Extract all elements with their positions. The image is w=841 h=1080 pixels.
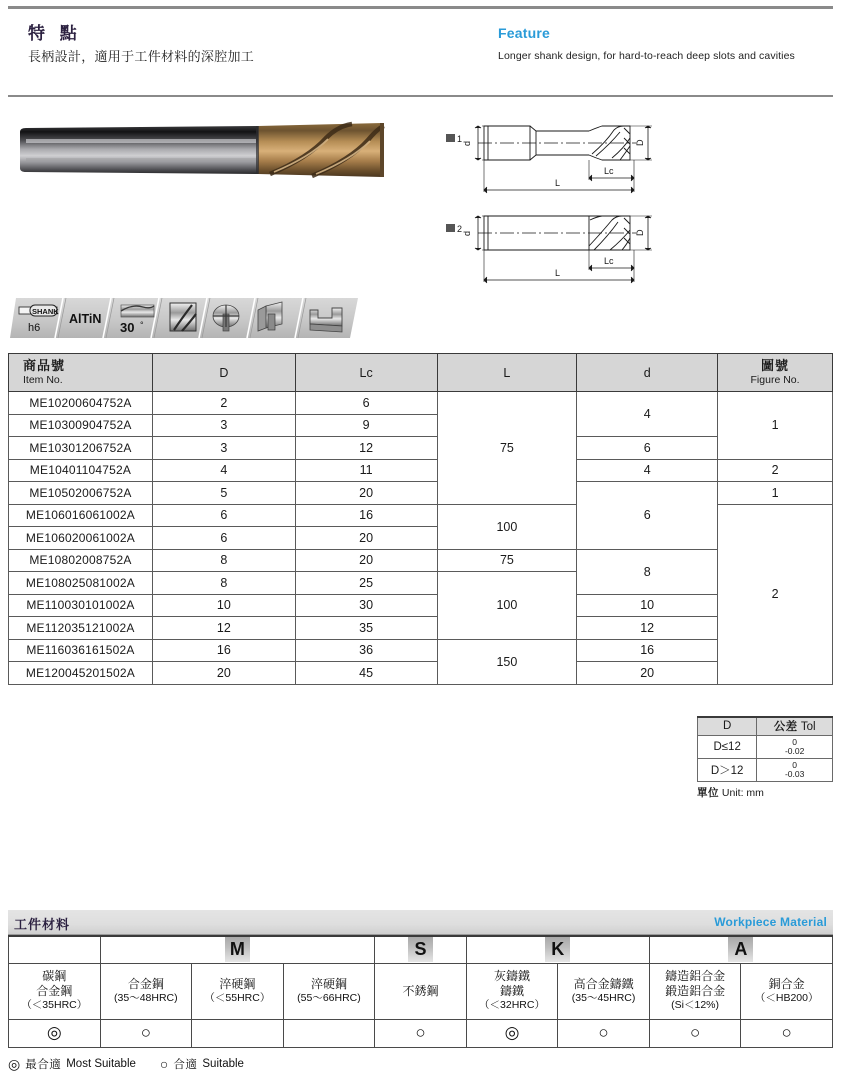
suitable-icon: ○ — [415, 1022, 426, 1042]
fig1-dim-L: L — [555, 178, 561, 188]
svg-text:AlTiN: AlTiN — [69, 312, 102, 326]
suitable-icon: ○ — [781, 1022, 792, 1042]
cell-item-no: ME10301206752A — [9, 437, 153, 460]
workpiece-suitability-mark — [375, 1019, 467, 1047]
suitable-icon: ○ — [689, 1022, 701, 1042]
workpiece-material-name — [649, 963, 741, 1019]
workpiece-material-name — [558, 963, 650, 1019]
tolerance-unit-cn: 單位 — [697, 786, 719, 799]
cell-L: 75 — [437, 549, 577, 572]
fig2-dim-L: L — [555, 268, 561, 278]
cell-D: 6 — [152, 504, 295, 527]
legend-most-suitable-icon: ◎ — [8, 1055, 21, 1072]
workpiece-category-K — [466, 936, 649, 963]
svg-text:°: ° — [140, 320, 144, 330]
cell-item-no: ME10401104752A — [9, 459, 153, 482]
cell-Lc: 25 — [295, 572, 437, 595]
cell-D: 3 — [152, 437, 295, 460]
cell-item-no: ME10502006752A — [9, 482, 153, 505]
col-header-L: L — [437, 354, 577, 392]
cell-D: 20 — [152, 662, 295, 685]
cell-Lc: 11 — [295, 459, 437, 482]
cell-d-shank: 8 — [577, 549, 718, 594]
spec-table-row — [9, 482, 833, 505]
workpiece-suitability-mark — [649, 1019, 741, 1047]
material-name-line: (35～48HRC) — [114, 991, 178, 1004]
category-letter-badge: S — [408, 937, 433, 962]
workpiece-category-A — [649, 936, 832, 963]
cell-item-no: ME10802008752A — [9, 549, 153, 572]
spec-table-row — [9, 392, 833, 415]
tolerance-col-header-tol — [757, 717, 833, 735]
legend-most-suitable-cn: 最合適 — [25, 1059, 62, 1071]
feature-title-cn: 特 點 — [28, 24, 82, 43]
tolerance-lower: -0.02 — [784, 745, 805, 756]
suitable-icon: ○ — [140, 1022, 151, 1042]
col-header-figure-no-en: Figure No. — [750, 373, 800, 386]
cell-item-no: ME112035121002A — [9, 617, 153, 640]
cell-Lc: 45 — [295, 662, 437, 685]
workpiece-suitability-row — [9, 1019, 833, 1047]
figure-1-drawing — [444, 108, 834, 196]
most-suitable-icon: ◎ — [46, 1022, 62, 1042]
cell-figure-no: 2 — [718, 504, 833, 684]
workpiece-material-table — [8, 935, 833, 1048]
tolerance-value — [757, 758, 833, 781]
workpiece-material-name — [741, 963, 833, 1019]
cell-d-shank: 12 — [577, 617, 718, 640]
cell-figure-no: 1 — [718, 482, 833, 505]
cell-D: 2 — [152, 392, 295, 415]
workpiece-material-section — [8, 910, 833, 1073]
category-letter-badge: K — [545, 937, 570, 962]
svg-text:SHANK: SHANK — [32, 307, 59, 316]
spec-table-row — [9, 549, 833, 572]
col-header-figure-no-cn: 圖號 — [761, 358, 790, 373]
product-photo-endmill — [12, 110, 392, 190]
cell-D: 3 — [152, 414, 295, 437]
top-divider — [8, 6, 833, 9]
col-header-figure-no — [718, 354, 833, 392]
workpiece-material-name — [375, 963, 467, 1019]
cell-item-no: ME106020061002A — [9, 527, 153, 550]
fig2-dim-D-major: D — [635, 229, 645, 236]
svg-text:h6: h6 — [28, 322, 41, 334]
workpiece-suitability-mark — [100, 1019, 192, 1047]
cell-d-shank: 16 — [577, 639, 718, 662]
workpiece-header-cn: 工件材料 — [14, 917, 71, 932]
feature-icon-strip — [10, 294, 360, 340]
workpiece-header-bar — [8, 910, 833, 935]
legend-suitable-cn: 合適 — [173, 1059, 198, 1071]
material-name-line: 鑄鐵 — [500, 984, 525, 999]
workpiece-category-none — [9, 936, 101, 963]
spec-table-row — [9, 617, 833, 640]
figure-2-drawing — [444, 198, 834, 286]
cell-d-shank: 10 — [577, 594, 718, 617]
col-header-D: D — [152, 354, 295, 392]
cell-D: 12 — [152, 617, 295, 640]
workpiece-suitability-mark — [558, 1019, 650, 1047]
cell-D: 6 — [152, 527, 295, 550]
tolerance-unit-en: Unit: mm — [721, 786, 764, 799]
cell-L: 75 — [437, 392, 577, 505]
workpiece-name-row — [9, 963, 833, 1019]
cell-Lc: 30 — [295, 594, 437, 617]
fig1-dim-Lc: Lc — [604, 166, 614, 176]
cell-D: 10 — [152, 594, 295, 617]
spec-table-header-row — [9, 354, 833, 392]
cell-L: 100 — [437, 572, 577, 640]
material-name-line: 灰鑄鐵 — [494, 969, 531, 984]
cell-item-no: ME120045201502A — [9, 662, 153, 685]
tolerance-upper: 0 — [792, 759, 798, 770]
material-name-line: 淬硬鋼 — [310, 976, 347, 991]
altin-coating-icon — [69, 312, 101, 326]
spec-table-row — [9, 639, 833, 662]
tolerance-col-header-D: D — [698, 717, 757, 735]
tolerance-header-tol-cn: 公差 — [773, 721, 798, 734]
col-header-d: d — [577, 354, 718, 392]
workpiece-legend — [8, 1056, 833, 1073]
most-suitable-icon: ◎ — [504, 1022, 520, 1042]
workpiece-material-name — [100, 963, 192, 1019]
tolerance-row — [698, 735, 833, 758]
suitable-icon: ○ — [598, 1022, 609, 1042]
workpiece-suitability-mark — [466, 1019, 558, 1047]
cell-d-shank: 20 — [577, 662, 718, 685]
tolerance-block — [697, 716, 833, 800]
cell-D: 5 — [152, 482, 295, 505]
material-name-line: 銅合金 — [768, 976, 805, 991]
col-header-Lc: Lc — [295, 354, 437, 392]
category-letter-badge: M — [225, 937, 250, 962]
fig2-dim-d: d — [462, 230, 472, 236]
material-name-line: （＜55HRC） — [204, 991, 271, 1004]
cell-d-shank: 6 — [577, 437, 718, 460]
workpiece-suitability-mark — [741, 1019, 833, 1047]
workpiece-category-row — [9, 936, 833, 963]
material-name-line: 碳鋼 — [42, 969, 67, 984]
workpiece-category-M — [100, 936, 375, 963]
cell-item-no: ME108025081002A — [9, 572, 153, 595]
feature-subtitle-en: Longer shank design, for hard-to-reach deep slots and cavities — [498, 50, 795, 62]
material-name-line: (35～45HRC) — [571, 991, 636, 1004]
tolerance-header-tol-en: Tol — [800, 721, 816, 734]
specification-table — [8, 353, 833, 685]
two-flute-endmill-icon — [170, 303, 196, 331]
spec-table-row — [9, 437, 833, 460]
material-name-line: （＜HB200） — [754, 991, 819, 1004]
material-name-line: （＜32HRC） — [479, 999, 545, 1012]
spec-table-row — [9, 459, 833, 482]
cell-D: 4 — [152, 459, 295, 482]
cell-figure-no: 1 — [718, 392, 833, 460]
material-name-line: 合金鋼 — [127, 976, 164, 991]
cell-Lc: 16 — [295, 504, 437, 527]
cell-Lc: 20 — [295, 549, 437, 572]
cell-Lc: 35 — [295, 617, 437, 640]
col-header-item-no-cn: 商品號 — [23, 358, 66, 373]
fig1-dim-D-major: D — [635, 139, 645, 146]
workpiece-suitability-mark — [9, 1019, 101, 1047]
workpiece-suitability-mark — [283, 1019, 375, 1047]
workpiece-material-name — [466, 963, 558, 1019]
fig2-dim-Lc: Lc — [604, 256, 614, 266]
workpiece-suitability-mark — [192, 1019, 284, 1047]
material-name-line: (Si＜12%) — [671, 999, 720, 1012]
cell-d-shank: 6 — [577, 482, 718, 550]
feature-subtitle-cn: 長柄設計，適用于工件材料的深腔加工 — [28, 49, 255, 64]
cell-Lc: 12 — [295, 437, 437, 460]
tolerance-unit-note — [697, 785, 833, 800]
material-name-line: (55～66HRC) — [297, 991, 361, 1004]
material-name-line: 不銹鋼 — [402, 983, 439, 998]
feature-title-en: Feature — [498, 25, 550, 41]
tolerance-value — [757, 735, 833, 758]
cell-item-no: ME10300904752A — [9, 414, 153, 437]
legend-suitable-en: Suitable — [202, 1058, 244, 1070]
cell-item-no: ME10200604752A — [9, 392, 153, 415]
figure-1-label: 1 — [457, 134, 463, 144]
cell-item-no: ME110030101002A — [9, 594, 153, 617]
tolerance-lower: -0.03 — [784, 768, 805, 779]
spec-table-row — [9, 594, 833, 617]
cell-D: 8 — [152, 549, 295, 572]
cell-Lc: 20 — [295, 482, 437, 505]
spec-table-row — [9, 662, 833, 685]
cell-Lc: 9 — [295, 414, 437, 437]
workpiece-material-name — [192, 963, 284, 1019]
material-name-line: 淬硬鋼 — [219, 976, 256, 991]
workpiece-material-name — [9, 963, 101, 1019]
cell-figure-no: 2 — [718, 459, 833, 482]
material-name-line: 鍛造鋁合金 — [665, 984, 726, 999]
cell-Lc: 20 — [295, 527, 437, 550]
cell-L: 100 — [437, 504, 577, 549]
cell-D: 16 — [152, 639, 295, 662]
workpiece-header-en: Workpiece Material — [714, 915, 827, 929]
material-name-line: 鑄造鋁合金 — [665, 969, 726, 984]
figure-2-label: 2 — [457, 224, 463, 234]
material-name-line: （＜35HRC） — [21, 999, 88, 1012]
workpiece-material-name — [283, 963, 375, 1019]
cell-Lc: 6 — [295, 392, 437, 415]
cell-D: 8 — [152, 572, 295, 595]
cell-d-shank: 4 — [577, 392, 718, 437]
tolerance-header-row — [698, 717, 833, 735]
col-header-item-no-en: Item No. — [23, 373, 63, 386]
cell-d-shank: 4 — [577, 459, 718, 482]
header-divider — [8, 95, 833, 97]
col-header-item-no — [9, 354, 153, 392]
tolerance-row — [698, 758, 833, 781]
cell-L: 150 — [437, 639, 577, 684]
tolerance-table — [697, 716, 833, 782]
legend-most-suitable-en: Most Suitable — [66, 1058, 136, 1070]
svg-text:30: 30 — [120, 320, 135, 335]
cell-item-no: ME106016061002A — [9, 504, 153, 527]
tolerance-upper: 0 — [792, 736, 798, 747]
material-name-line: 合金鋼 — [36, 984, 73, 999]
category-letter-badge: A — [728, 937, 753, 962]
cell-Lc: 36 — [295, 639, 437, 662]
workpiece-category-S — [375, 936, 467, 963]
material-name-line: 高合金鑄鐵 — [573, 976, 634, 991]
cell-item-no: ME116036161502A — [9, 639, 153, 662]
tolerance-range: D≤12 — [698, 735, 757, 758]
legend-suitable-icon: ○ — [159, 1056, 169, 1072]
tolerance-range: D＞12 — [698, 758, 757, 781]
fig1-dim-d: d — [462, 140, 472, 146]
